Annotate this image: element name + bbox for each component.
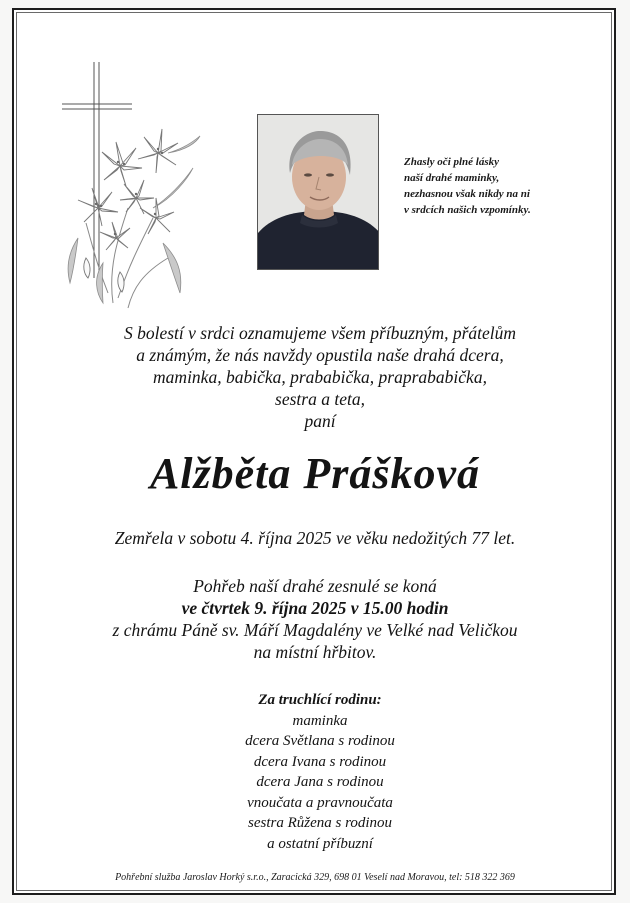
family-member: dcera Ivana s rodinou	[253, 753, 387, 770]
poem-line: v srdcích našich vzpomínky.	[404, 204, 531, 216]
family-member: sestra Růžena s rodinou	[247, 815, 393, 831]
family-member: maminka	[292, 712, 348, 729]
announcement-line: sestra a teta,	[275, 389, 365, 409]
family-member: vnoučata a pravnoučata	[247, 794, 393, 811]
announcement-line: maminka, babička, prababička, praprababička,	[153, 367, 487, 387]
death-info: Zemřela v sobotu 4. října 2025 ve věku nedožitých 77 let.	[114, 528, 516, 548]
family-member: dcera Světlana s rodinou	[245, 733, 395, 749]
announcement-line: paní	[304, 411, 336, 431]
funeral-place: z chrámu Páně sv. Máří Magdalény ve Velké nad Veličkou	[112, 620, 518, 640]
announcement-text	[40, 322, 600, 432]
announcement-line: a známým, že nás navždy opustila naše drahá dcera,	[136, 345, 504, 365]
funeral-line: na místní hřbitov.	[253, 642, 377, 662]
announcement-line: S bolestí v srdci oznamujeme všem příbuzným, přátelům	[123, 323, 517, 343]
deceased-name: Alžběta Prášková	[149, 449, 481, 498]
family-member: a ostatní příbuzní	[267, 835, 373, 852]
family-member: dcera Jana s rodinou	[256, 774, 384, 790]
funeral-service-footer: Pohřební služba Jaroslav Horký s.r.o., Zaracická 329, 698 01 Veselí nad Moravou, tel: 518 322 369	[115, 872, 515, 883]
poem-line: nezhasnou však nikdy na ni	[404, 188, 530, 200]
funeral-date: ve čtvrtek 9. října 2025 v 15.00 hodin	[181, 598, 449, 618]
poem-block	[404, 154, 594, 218]
cross-with-lilies-icon	[58, 58, 208, 313]
family-heading: Za truchlící rodinu:	[258, 692, 382, 708]
mourning-family	[170, 690, 470, 854]
funeral-info	[20, 575, 610, 663]
poem-line: Zhasly oči plné lásky	[404, 156, 500, 168]
poem-line: naší drahé maminky,	[404, 172, 500, 184]
funeral-line: Pohřeb naší drahé zesnulé se koná	[193, 576, 437, 596]
portrait-photo	[257, 114, 379, 270]
